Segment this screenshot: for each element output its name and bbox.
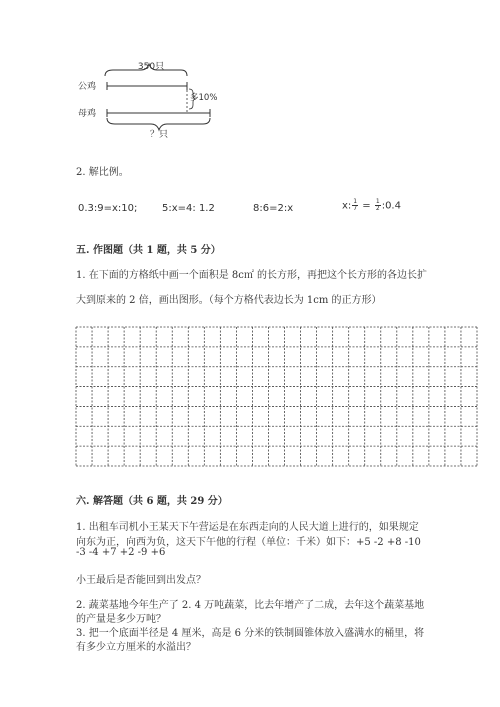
fraction-1-2: $\frac{1}{2}$	[375, 198, 380, 212]
grid-paper[interactable]	[75, 326, 478, 467]
fraction-1-7: $\frac{1}{7}$	[353, 198, 358, 212]
q2-title: 2. 解比例。	[76, 167, 129, 178]
s6-q1-line1: 1. 出租车司机小王某天下午营运是在东西走向的人民大道上进行的，如果规定	[76, 522, 419, 533]
s5-q1-line2: 大到原来的 2 倍，画出图形。（每个方格代表边长为 1cm 的正方形）	[76, 295, 382, 306]
rooster-label: 公鸡	[78, 82, 97, 92]
section-6-heading: 六. 解答题（共 6 题，共 29 分）	[76, 496, 228, 507]
s6-q1-line2: 向东为正，向西为负，这天下午他的行程（单位：千米）如下：+5 -2 +8 -10	[76, 537, 421, 548]
s6-q1-line3: -3 -4 +7 +2 -9 +6	[76, 547, 166, 558]
hen-label: 母鸡	[78, 109, 97, 119]
s5-q1-line1: 1. 在下面的方格纸中画一个面积是 8c㎡ 的长方形，再把这个长方形的各边长扩	[76, 270, 428, 281]
equation-4: x: $\frac{1}{7}$ = $\frac{1}{2}$ :0.4	[342, 198, 401, 212]
s6-q3-line1: 3. 把一个底面半径是 4 厘米，高是 6 分米的铁制圆锥体放入盛满水的桶里，将	[76, 628, 425, 639]
equation-1: 0.3:9=x:10;	[78, 203, 138, 214]
s6-q1-question: 小王最后是否能回到出发点？	[76, 575, 206, 586]
s6-q3-line2: 有多少立方厘米的水溢出？	[76, 642, 196, 653]
s6-q2-line2: 的产量是多少万吨？	[76, 614, 166, 625]
total-label: 350只	[137, 62, 165, 72]
hen-brace	[107, 118, 210, 130]
equation-3: 8:6=2:x	[253, 203, 294, 214]
more-label: 多10%	[190, 93, 218, 103]
segment-diagram	[75, 55, 225, 140]
unknown-label: ？只	[149, 130, 169, 140]
section-5-heading: 五. 作图题（共 1 题，共 5 分）	[76, 245, 221, 256]
equation-2: 5:x=4: 1.2	[162, 203, 215, 214]
s6-q2-line1: 2. 蔬菜基地今年生产了 2. 4 万吨蔬菜，比去年增产了二成，去年这个蔬菜基地	[76, 600, 425, 611]
